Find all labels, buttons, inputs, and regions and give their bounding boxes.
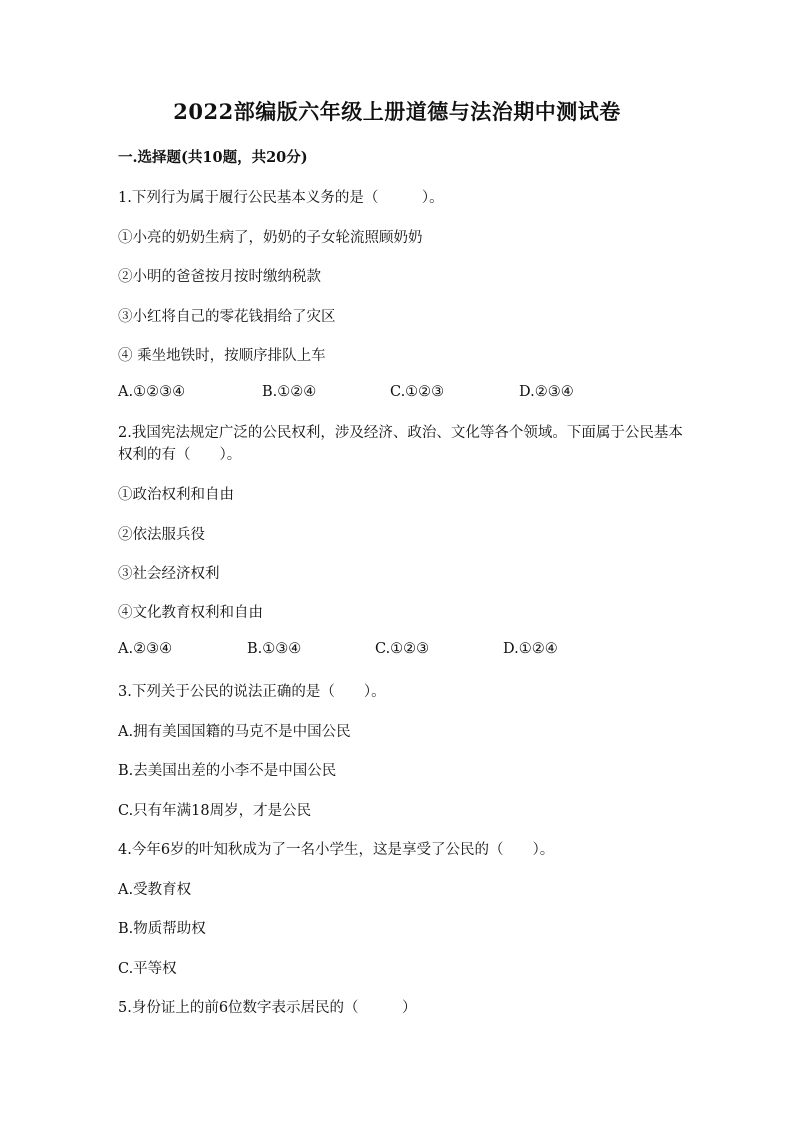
section-heading: 一.选择题(共10题，共20分) <box>118 149 308 166</box>
question-2-item: ①政治权利和自由 <box>118 487 234 503</box>
question-3-option-c: C.只有年满18周岁，才是公民 <box>118 803 312 819</box>
question-2-option-a: A.②③④ <box>118 641 173 657</box>
question-1-stem: 1.下列行为属于履行公民基本义务的是（ ）。 <box>118 190 444 206</box>
question-2-item: ②依法服兵役 <box>118 527 205 543</box>
question-2-item: ④文化教育权利和自由 <box>118 605 263 621</box>
question-5-stem: 5.身份证上的前6位数字表示居民的（ ） <box>118 1000 417 1016</box>
question-4-option-b: B.物质帮助权 <box>118 921 206 937</box>
question-2-option-b: B.①③④ <box>247 641 302 657</box>
question-4-option-c: C.平等权 <box>118 961 177 977</box>
question-3-option-b: B.去美国出差的小李不是中国公民 <box>118 763 337 779</box>
question-2-option-c: C.①②③ <box>375 641 430 657</box>
question-1-option-d: D.②③④ <box>519 384 574 400</box>
question-3-option-a: A.拥有美国国籍的马克不是中国公民 <box>118 724 351 740</box>
question-1-item: ②小明的爸爸按月按时缴纳税款 <box>118 269 321 285</box>
question-1-option-b: B.①②④ <box>262 384 317 400</box>
question-1-option-c: C.①②③ <box>390 384 445 400</box>
question-1-item: ③小红将自己的零花钱捐给了灾区 <box>118 309 336 325</box>
question-1-option-a: A.①②③④ <box>118 384 186 400</box>
question-1-item: ①小亮的奶奶生病了，奶奶的子女轮流照顾奶奶 <box>118 230 423 246</box>
question-4-option-a: A.受教育权 <box>118 882 192 898</box>
page-title: 2022部编版六年级上册道德与法治期中测试卷 <box>173 99 621 124</box>
question-2-item: ③社会经济权利 <box>118 566 220 582</box>
question-3-stem: 3.下列关于公民的说法正确的是（ ）。 <box>118 684 386 700</box>
question-2-option-d: D.①②④ <box>503 641 558 657</box>
question-4-stem: 4.今年6岁的叶知秋成为了一名小学生，这是享受了公民的（ ）。 <box>118 842 555 858</box>
question-1-item: ④ 乘坐地铁时，按顺序排队上车 <box>118 348 326 364</box>
question-2-stem: 2.我国宪法规定广泛的公民权利，涉及经济、政治、文化等各个领域。下面属于公民基本权利的有（ ）。 <box>118 425 683 463</box>
